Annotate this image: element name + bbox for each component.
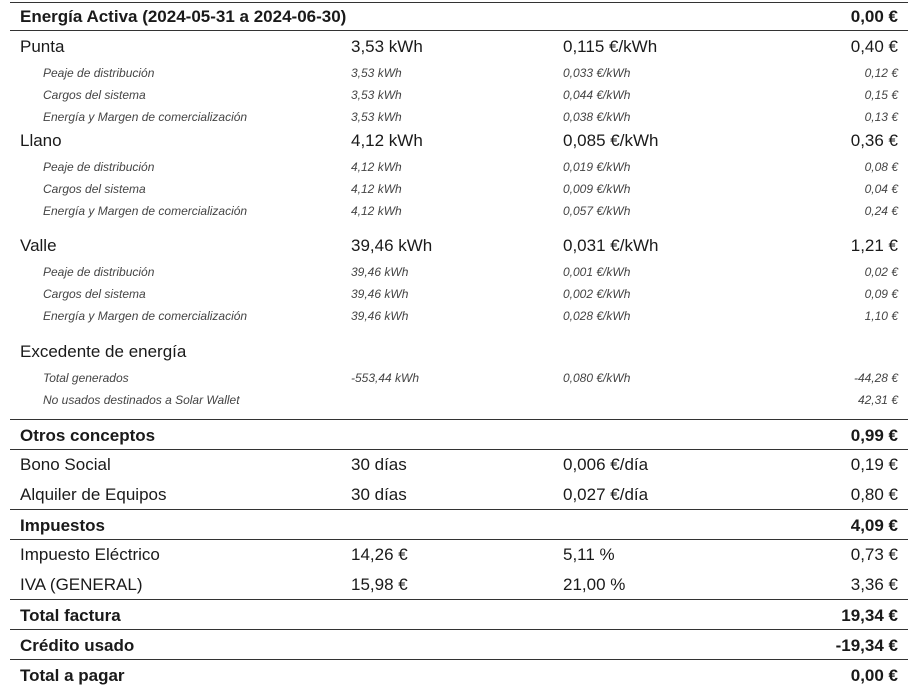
sub-name: Energía y Margen de comercialización: [43, 110, 248, 124]
concept-price: 0,006 €/día: [563, 455, 649, 474]
sub-qty: 39,46 kWh: [351, 287, 409, 301]
tax-name: IVA (GENERAL): [20, 575, 143, 594]
sub-amount: 0,24 €: [864, 204, 898, 218]
sub-name: Energía y Margen de comercialización: [43, 204, 248, 218]
sub-qty: 39,46 kWh: [351, 265, 409, 279]
sub-price: 0,080 €/kWh: [563, 371, 631, 385]
period-name: Llano: [20, 131, 62, 150]
sub-amount: 0,09 €: [864, 287, 898, 301]
period-price: 0,031 €/kWh: [563, 236, 659, 255]
sub-amount: 0,08 €: [864, 160, 898, 174]
sub-amount: 0,12 €: [864, 66, 898, 80]
credito-usado-value: -19,34 €: [835, 636, 898, 655]
divider: [10, 2, 908, 3]
concept-amount: 0,80 €: [850, 485, 898, 504]
sub-price: 0,038 €/kWh: [563, 110, 631, 124]
sub-qty: 3,53 kWh: [351, 110, 402, 124]
concept-name: Bono Social: [20, 455, 111, 474]
sub-qty: 39,46 kWh: [351, 309, 409, 323]
credito-usado-label: Crédito usado: [20, 636, 135, 655]
section-total: 0,00 €: [850, 7, 898, 26]
sub-amount: 0,15 €: [864, 88, 898, 102]
tax-rate: 5,11 %: [563, 545, 615, 564]
divider: [10, 419, 908, 420]
period-name: Valle: [20, 236, 57, 255]
total-factura-value: 19,34 €: [841, 606, 898, 625]
sub-qty: 4,12 kWh: [351, 182, 402, 196]
divider: [10, 539, 908, 540]
sub-amount: 1,10 €: [864, 309, 898, 323]
sub-name: Cargos del sistema: [43, 88, 146, 102]
sub-name: Peaje de distribución: [43, 265, 155, 279]
period-price: 0,115 €/kWh: [563, 37, 658, 56]
concept-name: Alquiler de Equipos: [20, 485, 167, 504]
sub-qty: 3,53 kWh: [351, 88, 402, 102]
sub-name: Cargos del sistema: [43, 287, 146, 301]
divider: [10, 449, 908, 450]
tax-base: 15,98 €: [351, 575, 408, 594]
concept-qty: 30 días: [351, 455, 407, 474]
excedente-name: Excedente de energía: [20, 342, 187, 361]
sub-price: 0,019 €/kWh: [563, 160, 631, 174]
total-pagar-value: 0,00 €: [850, 666, 898, 685]
concept-amount: 0,19 €: [850, 455, 898, 474]
sub-price: 0,002 €/kWh: [563, 287, 631, 301]
sub-name: Total generados: [43, 371, 129, 385]
sub-name: Cargos del sistema: [43, 182, 146, 196]
tax-rate: 21,00 %: [563, 575, 626, 594]
section-title: Otros conceptos: [20, 426, 156, 445]
total-pagar-label: Total a pagar: [20, 666, 125, 685]
sub-price: 0,057 €/kWh: [563, 204, 631, 218]
sub-name: No usados destinados a Solar Wallet: [43, 393, 240, 407]
period-qty: 39,46 kWh: [351, 236, 433, 255]
tax-base: 14,26 €: [351, 545, 408, 564]
sub-amount: -44,28 €: [853, 371, 898, 385]
period-price: 0,085 €/kWh: [563, 131, 659, 150]
sub-qty: 4,12 kWh: [351, 160, 402, 174]
period-name: Punta: [20, 37, 65, 56]
sub-qty: -553,44 kWh: [351, 371, 420, 385]
section-total: 4,09 €: [850, 516, 898, 535]
divider: [10, 629, 908, 630]
period-amount: 0,36 €: [850, 131, 898, 150]
divider: [10, 659, 908, 660]
sub-qty: 3,53 kWh: [351, 66, 402, 80]
sub-price: 0,033 €/kWh: [563, 66, 631, 80]
divider: [10, 599, 908, 600]
sub-price: 0,044 €/kWh: [563, 88, 631, 102]
sub-qty: 4,12 kWh: [351, 204, 402, 218]
period-qty: 3,53 kWh: [351, 37, 423, 56]
sub-name: Peaje de distribución: [43, 66, 155, 80]
concept-price: 0,027 €/día: [563, 485, 649, 504]
tax-amount: 3,36 €: [850, 575, 898, 594]
sub-price: 0,001 €/kWh: [563, 265, 631, 279]
sub-name: Peaje de distribución: [43, 160, 155, 174]
section-total: 0,99 €: [850, 426, 898, 445]
tax-name: Impuesto Eléctrico: [20, 545, 160, 564]
sub-price: 0,028 €/kWh: [563, 309, 631, 323]
concept-qty: 30 días: [351, 485, 407, 504]
tax-amount: 0,73 €: [850, 545, 898, 564]
divider: [10, 509, 908, 510]
section-title: Impuestos: [20, 516, 106, 535]
total-factura-label: Total factura: [20, 606, 121, 625]
section-title: Energía Activa (2024-05-31 a 2024-06-30): [20, 7, 347, 26]
period-amount: 1,21 €: [850, 236, 898, 255]
sub-amount: 0,02 €: [864, 265, 898, 279]
sub-amount: 0,04 €: [864, 182, 898, 196]
sub-amount: 0,13 €: [864, 110, 898, 124]
period-amount: 0,40 €: [850, 37, 898, 56]
sub-amount: 42,31 €: [857, 393, 898, 407]
divider: [10, 30, 908, 31]
sub-name: Energía y Margen de comercialización: [43, 309, 248, 323]
sub-price: 0,009 €/kWh: [563, 182, 631, 196]
period-qty: 4,12 kWh: [351, 131, 423, 150]
